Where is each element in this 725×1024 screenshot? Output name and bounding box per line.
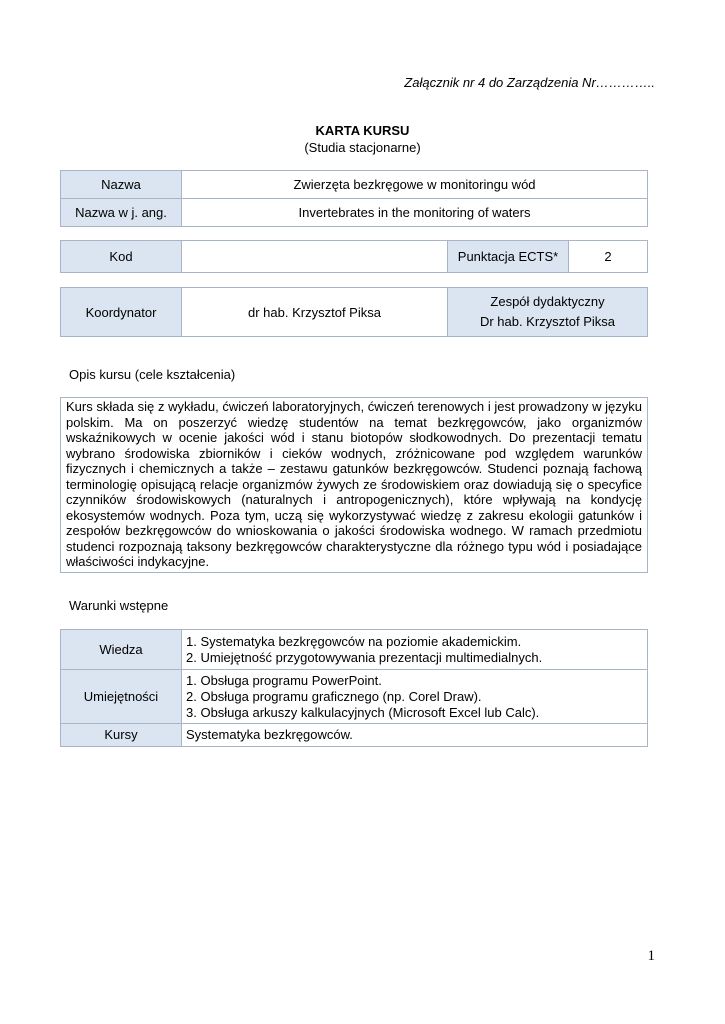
- name-label: Nazwa: [61, 171, 182, 199]
- knowledge-list: [182, 630, 648, 670]
- prerequisites-table: [60, 629, 648, 747]
- coordinator-label: Koordynator: [61, 288, 182, 337]
- page-number: 1: [647, 948, 655, 964]
- skills-item: 3. Obsługa arkuszy kalkulacyjnych (Microsoft Excel lub Calc).: [186, 704, 540, 720]
- prerequisites-heading: Warunki wstępne: [69, 598, 169, 613]
- code-ects-table: [60, 240, 648, 273]
- skills-item: 1. Obsługa programu PowerPoint.: [186, 672, 382, 688]
- code-value: [182, 241, 448, 273]
- coordinator-value: dr hab. Krzysztof Piksa: [182, 288, 448, 337]
- name-value: Zwierzęta bezkręgowe w monitoringu wód: [182, 171, 648, 199]
- code-label: Kod: [61, 241, 182, 273]
- courses-label: Kursy: [61, 724, 182, 747]
- document-title: KARTA KURSU: [315, 123, 410, 138]
- document-subtitle: (Studia stacjonarne): [304, 140, 421, 155]
- ects-value: 2: [569, 241, 648, 273]
- skills-item: 2. Obsługa programu graficznego (np. Corel Draw).: [186, 688, 482, 704]
- knowledge-label: Wiedza: [61, 630, 182, 670]
- courses-value: Systematyka bezkręgowców.: [182, 724, 648, 747]
- knowledge-item: 1. Systematyka bezkręgowców na poziomie akademickim.: [186, 633, 522, 649]
- annex-reference: Załącznik nr 4 do Zarządzenia Nr…………..: [404, 75, 655, 90]
- description-heading: Opis kursu (cele kształcenia): [69, 367, 236, 382]
- ects-label: Punktacja ECTS*: [448, 241, 569, 273]
- name-en-label: Nazwa w j. ang.: [61, 199, 182, 227]
- coordinator-table: [60, 287, 648, 337]
- name-en-value: Invertebrates in the monitoring of waters: [182, 199, 648, 227]
- skills-list: [182, 670, 648, 724]
- description-text: Kurs składa się z wykładu, ćwiczeń laboratoryjnych, ćwiczeń terenowych i jest prowadzony w języku polskim. Ma on poszerzyć wiedzę studentów na temat bezkręgowców, jako organizmów wskaźnikowych w ocenie jakości wód i stanu biotopów słodkowodnych. Do prezentacji tematu wybrano środowiska zbiorników i cieków wodnych, zróżnicowane pod względem warunków fizycznych i chemicznych a także – zestawu gatunków bezkręgowców. Studenci poznają fachową terminologię opisującą relacje organizmów żywych ze środowiskiem oraz dowiadują się o specyfice czynników środowiskowych (naturalnych i antropogenicznych), które wpływają na kondycję ekosystemów wodnych. Poza tym, uczą się wykorzystywać wiedzę z zakresu ekologii gatunków i zespołów bezkręgowców do wnioskowania o jakości środowiska wodnego. W ramach przedmiotu studenci rozpoznają taksony bezkręgowców charakterystyczne dla różnego typu wód i posiadające właściwości indykacyjne.: [60, 397, 648, 573]
- team-value: Dr hab. Krzysztof Piksa: [479, 314, 616, 329]
- team-cell: [448, 288, 648, 337]
- skills-label: Umiejętności: [61, 670, 182, 724]
- team-label: Zespół dydaktyczny: [490, 294, 605, 309]
- knowledge-item: 2. Umiejętność przygotowywania prezentacji multimedialnych.: [186, 649, 543, 665]
- course-name-table: [60, 170, 648, 227]
